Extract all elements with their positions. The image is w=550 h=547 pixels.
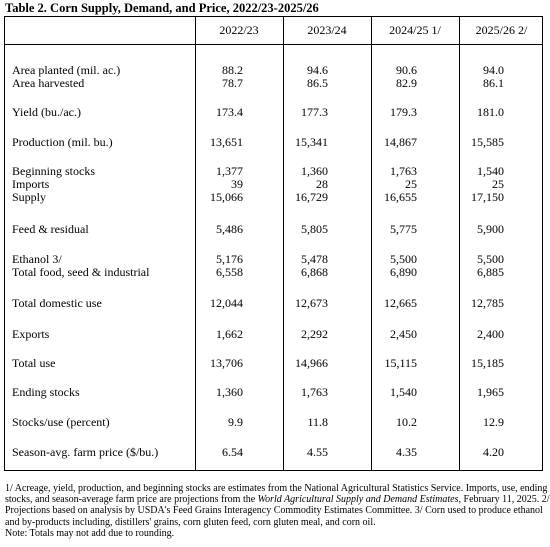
cell-value: 90.6 bbox=[396, 63, 417, 77]
row-label: Area harvested bbox=[12, 76, 85, 90]
cell-value: 5,486 bbox=[216, 222, 243, 236]
footnote-1-publication: World Agricultural Supply and Demand Estimates bbox=[257, 494, 459, 506]
cell-value: 1,662 bbox=[216, 327, 243, 341]
footnote-1 bbox=[5, 483, 550, 528]
cell-value: 12,044 bbox=[210, 296, 243, 310]
row-label: Yield (bu./ac.) bbox=[12, 105, 81, 119]
table-row bbox=[5, 386, 542, 399]
cell-value: 16,729 bbox=[295, 190, 328, 204]
cell-value: 17,150 bbox=[471, 190, 504, 204]
cell-value: 1,360 bbox=[216, 385, 243, 399]
cell-value: 15,115 bbox=[384, 356, 417, 370]
cell-value: 12,673 bbox=[295, 296, 328, 310]
cell-value: 6,885 bbox=[477, 265, 504, 279]
cell-value: 1,763 bbox=[301, 385, 328, 399]
cell-value: 2,292 bbox=[301, 327, 328, 341]
cell-value: 4.55 bbox=[307, 445, 328, 459]
table-row bbox=[5, 416, 542, 429]
column-header-2023-24: 2023/24 bbox=[307, 23, 347, 37]
cell-value: 1,377 bbox=[216, 164, 243, 178]
cell-value: 1,540 bbox=[477, 164, 504, 178]
row-label: Ethanol 3/ bbox=[12, 252, 62, 266]
cell-value: 15,066 bbox=[210, 190, 243, 204]
cell-value: 5,900 bbox=[477, 222, 504, 236]
cell-value: 177.3 bbox=[301, 105, 328, 119]
cell-value: 5,500 bbox=[390, 252, 417, 266]
cell-value: 86.1 bbox=[483, 76, 504, 90]
column-header-2025-26: 2025/26 2/ bbox=[475, 23, 528, 37]
row-label: Production (mil. bu.) bbox=[12, 135, 113, 149]
cell-value: 16,655 bbox=[384, 190, 417, 204]
cell-value: 1,360 bbox=[301, 164, 328, 178]
cell-value: 14,966 bbox=[295, 356, 328, 370]
row-label: Total use bbox=[12, 356, 56, 370]
cell-value: 94.6 bbox=[307, 63, 328, 77]
cell-value: 13,706 bbox=[210, 356, 243, 370]
cell-value: 1,965 bbox=[477, 385, 504, 399]
column-header-2024-25: 2024/25 1/ bbox=[389, 23, 441, 37]
cell-value: 4.35 bbox=[396, 445, 417, 459]
row-label: Ending stocks bbox=[12, 385, 80, 399]
table-row bbox=[5, 178, 542, 191]
row-label: Imports bbox=[12, 177, 50, 191]
cell-value: 181.0 bbox=[477, 105, 504, 119]
column-header-2022-23: 2022/23 bbox=[219, 23, 259, 37]
cell-value: 5,805 bbox=[301, 222, 328, 236]
cell-value: 173.4 bbox=[216, 105, 243, 119]
row-label: Feed & residual bbox=[12, 222, 89, 236]
table-row bbox=[5, 223, 542, 236]
cell-value: 5,775 bbox=[390, 222, 417, 236]
table-row bbox=[5, 77, 542, 90]
cell-value: 6.54 bbox=[222, 445, 243, 459]
cell-value: 5,500 bbox=[477, 252, 504, 266]
cell-value: 94.0 bbox=[483, 63, 504, 77]
row-label: Season-avg. farm price ($/bu.) bbox=[12, 445, 159, 459]
cell-value: 15,341 bbox=[295, 135, 328, 149]
row-label: Exports bbox=[12, 327, 50, 341]
cell-value: 13,651 bbox=[210, 135, 243, 149]
cell-value: 10.2 bbox=[396, 415, 417, 429]
cell-value: 9.9 bbox=[228, 415, 243, 429]
table-title: Table 2. Corn Supply, Demand, and Price, 2022/23-2025/26 bbox=[5, 1, 319, 15]
cell-value: 5,478 bbox=[301, 252, 328, 266]
table-row bbox=[5, 266, 542, 279]
table-row bbox=[5, 357, 542, 370]
row-label: Total food, seed & industrial bbox=[12, 265, 150, 279]
cell-value: 86.5 bbox=[307, 76, 328, 90]
cell-value: 15,585 bbox=[471, 135, 504, 149]
row-label: Supply bbox=[12, 190, 47, 204]
table-row bbox=[5, 297, 542, 310]
corn-supply-table bbox=[4, 16, 543, 471]
cell-value: 2,450 bbox=[390, 327, 417, 341]
cell-value: 25 bbox=[405, 177, 417, 191]
table-row bbox=[5, 165, 542, 178]
cell-value: 179.3 bbox=[390, 105, 417, 119]
cell-value: 6,868 bbox=[301, 265, 328, 279]
cell-value: 12,665 bbox=[384, 296, 417, 310]
cell-value: 6,890 bbox=[390, 265, 417, 279]
cell-value: 88.2 bbox=[222, 63, 243, 77]
table-row bbox=[5, 136, 542, 149]
footnote-rounding: Note: Totals may not add due to rounding. bbox=[5, 527, 175, 539]
cell-value: 4.20 bbox=[483, 445, 504, 459]
cell-value: 5,176 bbox=[216, 252, 243, 266]
cell-value: 78.7 bbox=[222, 76, 243, 90]
table-row bbox=[5, 64, 542, 77]
table-row bbox=[5, 106, 542, 119]
footnote-1-text-cont: , February 11, 2025. 2/ Projections based on analysis by USDA's Feed Grains Interagency Commodity Estimates Committee. 3/ Corn used to produce ethanol and by-products including, distillers' grains, corn gluten feed, corn gluten meal, and corn oil. bbox=[5, 494, 550, 528]
table-row bbox=[5, 328, 542, 341]
cell-value: 25 bbox=[492, 177, 504, 191]
cell-value: 14,867 bbox=[384, 135, 417, 149]
cell-value: 11.8 bbox=[307, 415, 328, 429]
row-label: Stocks/use (percent) bbox=[12, 415, 110, 429]
row-label: Area planted (mil. ac.) bbox=[12, 63, 121, 77]
cell-value: 39 bbox=[231, 177, 243, 191]
row-label: Beginning stocks bbox=[12, 164, 95, 178]
cell-value: 82.9 bbox=[396, 76, 417, 90]
cell-value: 1,763 bbox=[390, 164, 417, 178]
table-row bbox=[5, 446, 542, 459]
cell-value: 2,400 bbox=[477, 327, 504, 341]
footnotes bbox=[5, 483, 550, 539]
cell-value: 15,185 bbox=[471, 356, 504, 370]
row-label: Total domestic use bbox=[12, 296, 102, 310]
cell-value: 1,540 bbox=[390, 385, 417, 399]
cell-value: 12.9 bbox=[483, 415, 504, 429]
header-divider bbox=[5, 44, 542, 45]
cell-value: 6,558 bbox=[216, 265, 243, 279]
cell-value: 12,785 bbox=[471, 296, 504, 310]
cell-value: 28 bbox=[316, 177, 328, 191]
table-row bbox=[5, 191, 542, 204]
footnote-1-text: 1/ Acreage, yield, production, and beginning stocks are estimates from the National Agricultural Statistics Service. Imports, use, ending stocks, and season-average farm price are projections from the bbox=[5, 483, 548, 506]
